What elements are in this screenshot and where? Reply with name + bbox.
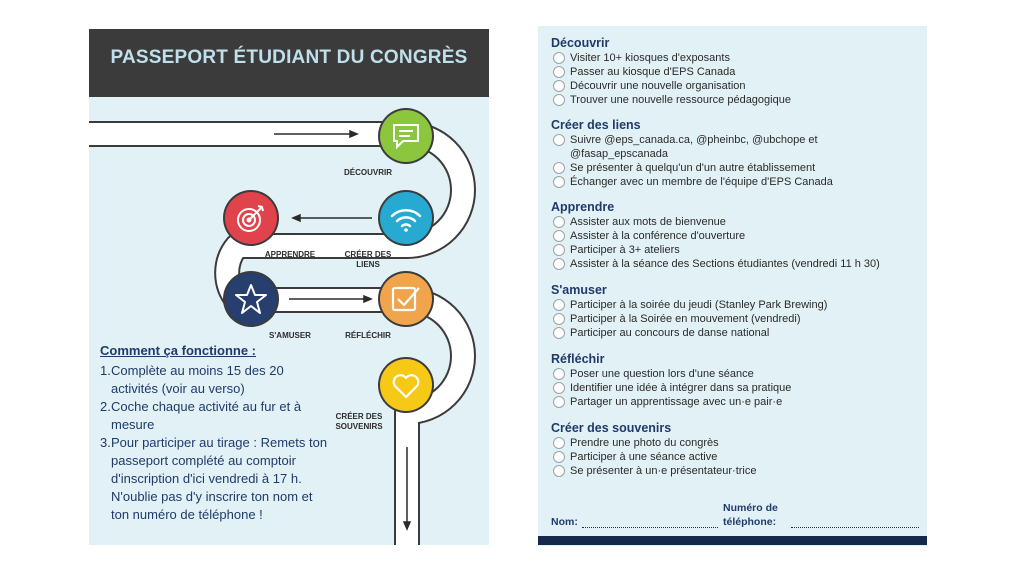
checkbox[interactable] (553, 94, 565, 106)
activity-item[interactable]: Participer à la Soirée en mouvement (vendredi) (551, 312, 921, 326)
checkbox[interactable] (553, 327, 565, 339)
instruction-item: 1. Complète au moins 15 des 20 activités (voir au verso) (100, 363, 284, 396)
bottom-bar (538, 536, 927, 545)
name-label: Nom: (551, 516, 578, 528)
activity-item[interactable]: Découvrir une nouvelle organisation (551, 79, 921, 93)
checkbox[interactable] (553, 230, 565, 242)
checkbox[interactable] (553, 52, 565, 64)
section-samuser: S'amuser Participer à la soirée du jeudi (Stanley Park Brewing) Participer à la Soirée en mouvement (vendredi) Participer au concours de danse national (551, 283, 921, 340)
step-label-samuser: S'AMUSER (269, 331, 311, 340)
contact-footer (551, 502, 921, 532)
activity-item[interactable]: Visiter 10+ kiosques d'exposants (551, 51, 921, 65)
checkbox[interactable] (553, 162, 565, 174)
section-souvenirs: Créer des souvenirs Prendre une photo du congrès Participer à une séance active Se présenter à un·e présentateur·trice (551, 421, 921, 478)
passport-front-panel (89, 29, 489, 545)
checkbox[interactable] (553, 216, 565, 228)
apprendre-node (222, 189, 280, 247)
section-decouvrir: Découvrir Visiter 10+ kiosques d'exposants Passer au kiosque d'EPS Canada Découvrir une nouvelle organisation Trouver une nouvelle ressource pédagogique (551, 36, 921, 107)
activity-item[interactable]: Se présenter à quelqu'un d'un autre établissement (551, 161, 921, 175)
checkbox[interactable] (553, 396, 565, 408)
checkbox[interactable] (553, 451, 565, 463)
activity-item[interactable]: Identifier une idée à intégrer dans sa pratique (551, 381, 921, 395)
step-label-decouvrir: DÉCOUVRIR (343, 168, 392, 177)
name-field[interactable] (582, 527, 718, 528)
instructions-title: Comment ça fonctionne : (100, 343, 257, 358)
activity-item[interactable]: Participer à une séance active (551, 450, 921, 464)
checkbox[interactable] (553, 66, 565, 78)
checkbox[interactable] (553, 244, 565, 256)
activity-item[interactable]: Se présenter à un·e présentateur·trice (551, 464, 921, 478)
section-apprendre: Apprendre Assister aux mots de bienvenue Assister à la conférence d'ouverture Participer à 3+ ateliers Assister à la séance des Sections étudiantes (vendredi 11 h 30) (551, 200, 921, 271)
activity-item[interactable]: Suivre @eps_canada.ca, @pheinbc, @ubchope et @fasap_epscanada (551, 133, 861, 161)
phone-label-1: Numéro de (723, 502, 778, 514)
activity-item[interactable]: Partager un apprentissage avec un·e pair·e (551, 395, 921, 409)
checkbox[interactable] (553, 80, 565, 92)
activity-item[interactable]: Assister aux mots de bienvenue (551, 215, 921, 229)
checkbox[interactable] (553, 437, 565, 449)
activity-item[interactable]: Poser une question lors d'une séance (551, 367, 921, 381)
passport-back-panel (538, 26, 927, 546)
activity-item[interactable]: Prendre une photo du congrès (551, 436, 921, 450)
creer-liens-node (377, 189, 435, 247)
page-title: PASSEPORT ÉTUDIANT DU CONGRÈS (110, 47, 468, 68)
activity-item[interactable]: Assister à la séance des Sections étudiantes (vendredi 11 h 30) (551, 257, 921, 271)
step-label-reflechir: RÉFLÉCHIR (345, 331, 391, 340)
instruction-item: 3. Pour participer au tirage : Remets ton passeport complété au comptoir d'inscription d'ici vendredi à 17 h. N'oublie pas d'y inscrire ton nom et ton numéro de téléphone ! (100, 435, 328, 522)
checkbox[interactable] (553, 176, 565, 188)
checkbox[interactable] (553, 368, 565, 380)
activity-item[interactable]: Participer au concours de danse national (551, 326, 921, 340)
step-label-creer-liens: CRÉER DES LIENS (344, 250, 392, 269)
section-creer-liens: Créer des liens Suivre @eps_canada.ca, @pheinbc, @ubchope et @fasap_epscanada Se présenter à quelqu'un d'un autre établissement Échanger avec un membre de l'équipe d'EPS Canada (551, 118, 921, 189)
instruction-item: 2. Coche chaque activité au fur et à mesure (100, 399, 302, 432)
checkbox[interactable] (553, 465, 565, 477)
checkbox[interactable] (553, 258, 565, 270)
activity-item[interactable]: Passer au kiosque d'EPS Canada (551, 65, 921, 79)
checkbox[interactable] (553, 299, 565, 311)
souvenirs-node (377, 356, 435, 414)
section-reflechir: Réfléchir Poser une question lors d'une séance Identifier une idée à intégrer dans sa pratique Partager un apprentissage avec un·e pair·e (551, 352, 921, 409)
phone-field[interactable] (791, 527, 919, 528)
activity-item[interactable]: Échanger avec un membre de l'équipe d'EPS Canada (551, 175, 921, 189)
activity-item[interactable]: Participer à 3+ ateliers (551, 243, 921, 257)
checkbox[interactable] (553, 313, 565, 325)
activity-item[interactable]: Assister à la conférence d'ouverture (551, 229, 921, 243)
activity-item[interactable]: Participer à la soirée du jeudi (Stanley Park Brewing) (551, 298, 921, 312)
step-label-souvenirs: CRÉER DES SOUVENIRS (335, 412, 383, 431)
phone-label-2: téléphone: (723, 516, 777, 528)
decouvrir-node (377, 107, 435, 165)
checkbox[interactable] (553, 134, 565, 146)
activity-item[interactable]: Trouver une nouvelle ressource pédagogique (551, 93, 921, 107)
samuser-node (222, 270, 280, 328)
step-label-apprendre: APPRENDRE (264, 250, 316, 259)
reflechir-node (377, 270, 435, 328)
instructions (100, 343, 330, 524)
checkbox[interactable] (553, 382, 565, 394)
